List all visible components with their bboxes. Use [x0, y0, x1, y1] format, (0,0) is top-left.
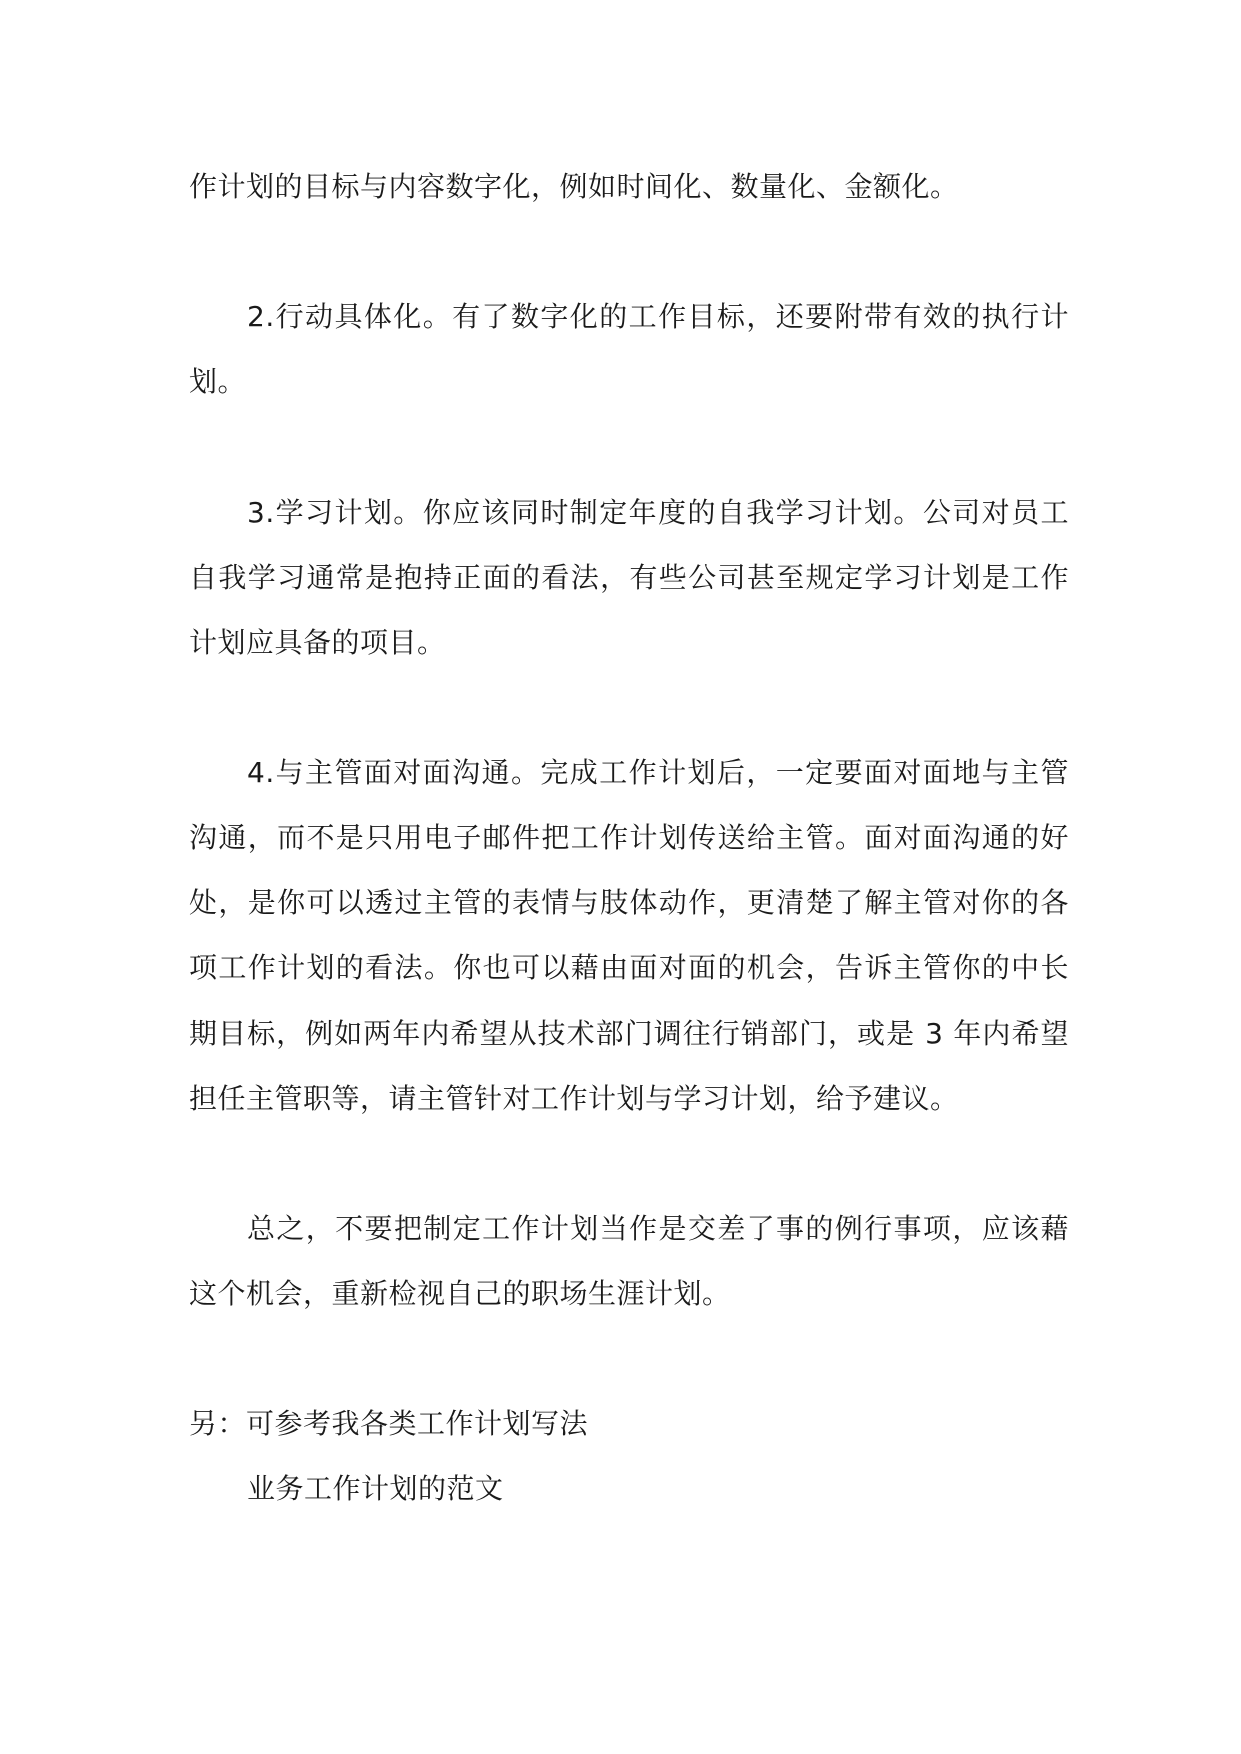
paragraph-4-line-4: 项工作计划的看法。你也可以藉由面对面的机会，告诉主管你的中长 — [189, 951, 1069, 984]
paragraph-1-line-1: 作计划的目标与内容数字化，例如时间化、数量化、金额化。 — [189, 170, 959, 203]
paragraph-5-line-2: 这个机会，重新检视自己的职场生涯计划。 — [189, 1277, 731, 1310]
paragraph-3-line-1: 3.学习计划。你应该同时制定年度的自我学习计划。公司对员工 — [247, 496, 1069, 529]
paragraph-4-line-5: 期目标，例如两年内希望从技术部门调往行销部门，或是 3 年内希望 — [189, 1017, 1069, 1050]
paragraph-3-line-2: 自我学习通常是抱持正面的看法，有些公司甚至规定学习计划是工作 — [189, 561, 1069, 594]
paragraph-4-line-3: 处，是你可以透过主管的表情与肢体动作，更清楚了解主管对你的各 — [189, 886, 1069, 919]
paragraph-3-line-3: 计划应具备的项目。 — [189, 626, 446, 659]
paragraph-4-line-2: 沟通，而不是只用电子邮件把工作计划传送给主管。面对面沟通的好 — [189, 821, 1069, 854]
paragraph-4-line-1: 4.与主管面对面沟通。完成工作计划后，一定要面对面地与主管 — [247, 756, 1069, 789]
paragraph-2-line-1: 2.行动具体化。有了数字化的工作目标，还要附带有效的执行计 — [247, 300, 1069, 333]
paragraph-5-line-1: 总之，不要把制定工作计划当作是交差了事的例行事项，应该藉 — [247, 1212, 1069, 1245]
reference-note: 另：可参考我各类工作计划写法 — [189, 1407, 589, 1440]
paragraph-4-line-6: 担任主管职等，请主管针对工作计划与学习计划，给予建议。 — [189, 1082, 959, 1115]
paragraph-2-line-2: 划。 — [189, 365, 247, 398]
subheading: 业务工作计划的范文 — [247, 1472, 504, 1505]
